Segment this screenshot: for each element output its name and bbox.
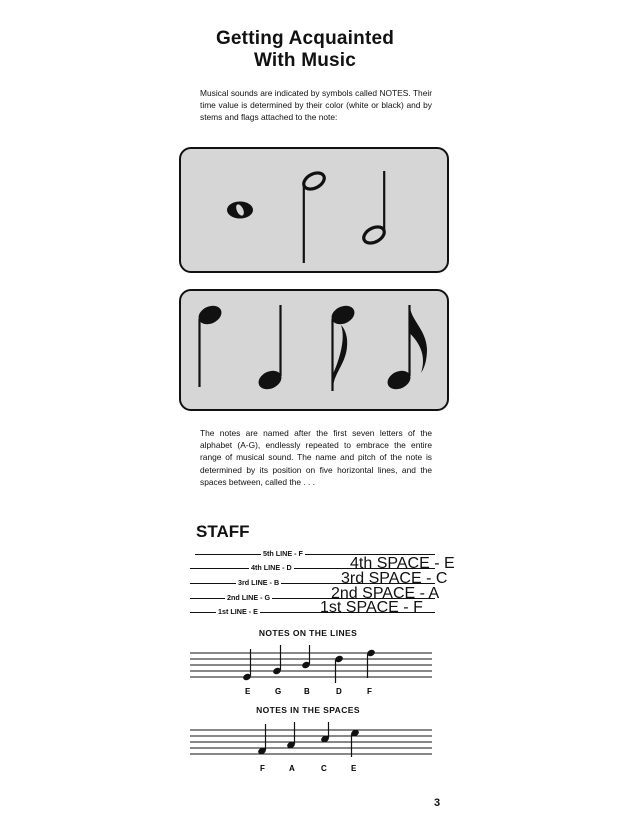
page-title: [150, 28, 460, 72]
staff-line-1-label: 1st LINE - E: [216, 605, 260, 619]
staff-line-5: [0, 547, 628, 561]
staff-line-3: [0, 576, 628, 590]
page-number: 3: [434, 797, 441, 809]
staff-space-2-label: 2nd SPACE - A: [331, 585, 440, 602]
note-values-panel-bottom: [179, 289, 449, 411]
note-g: [272, 645, 282, 675]
note-symbols-top: [181, 149, 447, 271]
staff-space-4-label: 4th SPACE - E: [350, 555, 455, 572]
half-note-stem-up-icon: [361, 171, 387, 246]
eighth-note-stem-down-icon: [329, 302, 358, 391]
letter-b: B: [304, 687, 310, 696]
letter-c-space: C: [321, 764, 327, 773]
title-line-2: With Music: [253, 50, 357, 71]
staff-line-2-label: 2nd LINE - G: [225, 591, 272, 605]
staff-line-3-label: 3rd LINE - B: [236, 576, 281, 590]
note-d: [334, 655, 344, 683]
body-paragraph: The notes are named after the first seven letters of the alphabet (A-G), endlessly repeated to embrace the entire range of musical sound. The name and pitch of the note is determined by its position on five horizontal lines, and the spaces between, called the . . .: [200, 428, 432, 487]
staff-space-1-label: 1st SPACE - F: [320, 599, 423, 616]
staff-heading: STAFF: [196, 522, 250, 541]
note-e-space: [350, 729, 360, 757]
note-b: [301, 645, 311, 669]
letter-f-space: F: [260, 764, 265, 773]
note-f: [366, 649, 376, 678]
staff-line-4-label: 4th LINE - D: [249, 561, 294, 575]
staff-line-1: [0, 605, 628, 619]
letter-e-space: E: [351, 764, 357, 773]
letter-g: G: [275, 687, 282, 696]
note-values-panel-top: [179, 147, 449, 273]
quarter-note-stem-up-icon: [256, 305, 285, 393]
notes-on-lines-label: NOTES ON THE LINES: [258, 628, 358, 638]
notes-in-spaces-label: NOTES IN THE SPACES: [256, 705, 360, 715]
quarter-note-stem-down-icon: [196, 302, 225, 387]
half-note-stem-down-icon: [301, 170, 327, 263]
letter-a-space: A: [289, 764, 295, 773]
notes-in-spaces-staff: [190, 722, 440, 782]
eighth-note-stem-up-icon: [385, 305, 427, 393]
note-symbols-bottom: [181, 291, 447, 409]
letter-d: D: [336, 687, 342, 696]
title-line-1: Getting Acquainted: [215, 28, 395, 49]
whole-note-icon: [227, 202, 253, 219]
notes-on-lines-staff: [190, 645, 440, 705]
note-c-space: [320, 722, 330, 743]
staff-space-3-label: 3rd SPACE - C: [341, 570, 448, 587]
letter-e: E: [245, 687, 251, 696]
staff-line-2: [0, 591, 628, 605]
note-f-space: [257, 724, 267, 755]
letter-f: F: [367, 687, 372, 696]
intro-paragraph: Musical sounds are indicated by symbols called NOTES. Their time value is determined by their color (white or black) and by stems and flags attached to the note:: [200, 88, 432, 123]
staff-line-4: [0, 561, 628, 575]
staff-line-5-label: 5th LINE - F: [261, 547, 305, 561]
